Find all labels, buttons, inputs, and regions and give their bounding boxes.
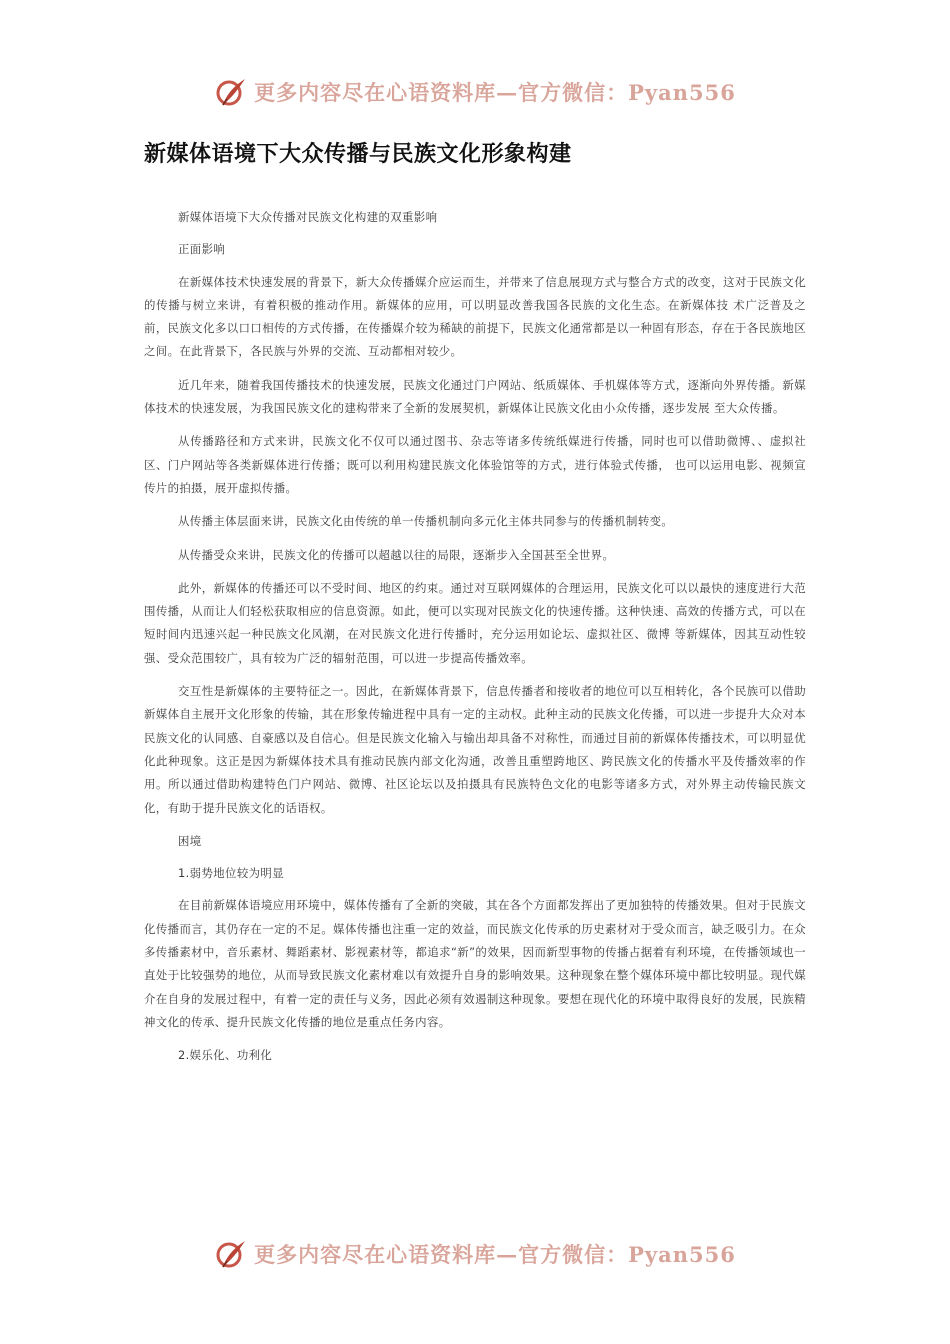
body-paragraph: 在目前新媒体语境应用环境中，媒体传播有了全新的突破，其在各个方面都发挥出了更加独特的传播效果。但对于民族文化传播而言，其仍存在一定的不足。媒体传播也注重一定的效益，而民族文化传承的历史素材对于受众而言，缺乏吸引力。在众多传播素材中，音乐素材、舞蹈素材、影视素材等，都追求“新”的效果，因而新型事物的传播占据着有利环境，在传播领域也一直处于比较强势的地位，从而导致民族文化素材难以有效提升自身的影响效果。这种现象在整个媒体环境中都比较明显。现代媒介在自身的发展过程中，有着一定的责任与义务，因此必须有效遏制这种现象。要想在现代化的环境中取得良好的发展，民族精神文化的传承、提升民族文化传播的地位是重点任务内容。 xyxy=(144,898,806,1029)
body-paragraph: 在新媒体技术快速发展的背景下，新大众传播媒介应运而生，并带来了信息展现方式与整合方式的改变，这对于民族文化的传播与树立来讲，有着积极的推动作用。新媒体的应用，可以明显改善我国各民族的文化生态。在新媒体技 术广泛普及之前，民族文化多以口口相传的方式传播，在传播媒介较为稀缺的前提下，民族文化通常都是以一种固有形态，存在于各民族地区之间。在此背景下，各民族与外界的交流、互动都相对较少。 xyxy=(144,274,806,359)
body-paragraph: 从传播主体层面来讲，民族文化由传统的单一传播机制向多元化主体共同参与的传播机制转变。 xyxy=(178,514,674,529)
subsection-heading: 正面影响 xyxy=(178,242,226,257)
page-title: 新媒体语境下大众传播与民族文化形象构建 xyxy=(144,142,572,167)
quill-pen-logo-icon xyxy=(214,1237,248,1271)
body-paragraph: 近几年来，随着我国传播技术的快速发展，民族文化通过门户网站、纸质媒体、手机媒体等方式，逐渐向外界传播。新媒体技术的快速发展，为我国民族文化的建构带来了全新的发展契机，新媒体让民族文化由小众传播，逐步发展 至大众传播。 xyxy=(144,377,806,416)
body-paragraph: 此外，新媒体的传播还可以不受时间、地区的约束。通过对互联网媒体的合理运用，民族文化可以以最快的速度进行大范围传播，从而让人们轻松获取相应的信息资源。如此，便可以实现对民族文化的快速传播。这种快速、高效的传播方式，可以在短时间内迅速兴起一种民族文化风潮，在对民族文化进行传播时，充分运用如论坛、虚拟社区、微博 等新媒体，因其互动性较强、受众范围较广，具有较为广泛的辐射范围，可以进一步提高传播效率。 xyxy=(144,580,806,665)
numbered-heading: 2.娱乐化、功利化 xyxy=(178,1048,273,1063)
top-banner xyxy=(0,70,950,114)
body-paragraph: 从传播受众来讲，民族文化的传播可以超越以往的局限，逐渐步入全国甚至全世界。 xyxy=(178,547,615,562)
body-paragraph: 从传播路径和方式来讲，民族文化不仅可以通过图书、杂志等诸多传统纸媒进行传播，同时也可以借助微博、、虚拟社区、门户网站等各类新媒体进行传播；既可以利用构建民族文化体验馆等的方式，进行体验式传播， 也可以运用电影、视频宣传片的拍摄，展开虚拟传播。 xyxy=(144,434,806,495)
banner-text: 更多内容尽在心语资料库—官方微信：Pyan556 xyxy=(254,80,736,105)
body-paragraph: 交互性是新媒体的主要特征之一。因此，在新媒体背景下，信息传播者和接收者的地位可以互相转化，各个民族可以借助新媒体自主展开文化形象的传输，其在形象传输进程中具有一定的主动权。此种主动的民族文化传播，可以进一步提升大众对本民族文化的认同感、自豪感以及自信心。但是民族文化输入与输出却具备不对称性，而通过目前的新媒体传播技术，可以明显优化此种现象。这正是因为新媒体技术具有推动民族内部文化沟通，改善且重塑跨地区、跨民族文化的传播水平及传播效率的作用。所以通过借助构建特色门户网站、微博、社区论坛以及拍摄具有民族特色文化的电影等诸多方式，对外界主动传输民族文化，有助于提升民族文化的话语权。 xyxy=(144,684,806,815)
section-heading: 新媒体语境下大众传播对民族文化构建的双重影响 xyxy=(178,210,438,224)
article-body xyxy=(144,206,806,1077)
numbered-heading: 1.弱势地位较为明显 xyxy=(178,866,284,881)
bottom-banner xyxy=(0,1232,950,1276)
subsection-heading: 困境 xyxy=(178,833,202,848)
banner-text: 更多内容尽在心语资料库—官方微信：Pyan556 xyxy=(254,1242,736,1267)
quill-pen-logo-icon xyxy=(214,75,248,109)
